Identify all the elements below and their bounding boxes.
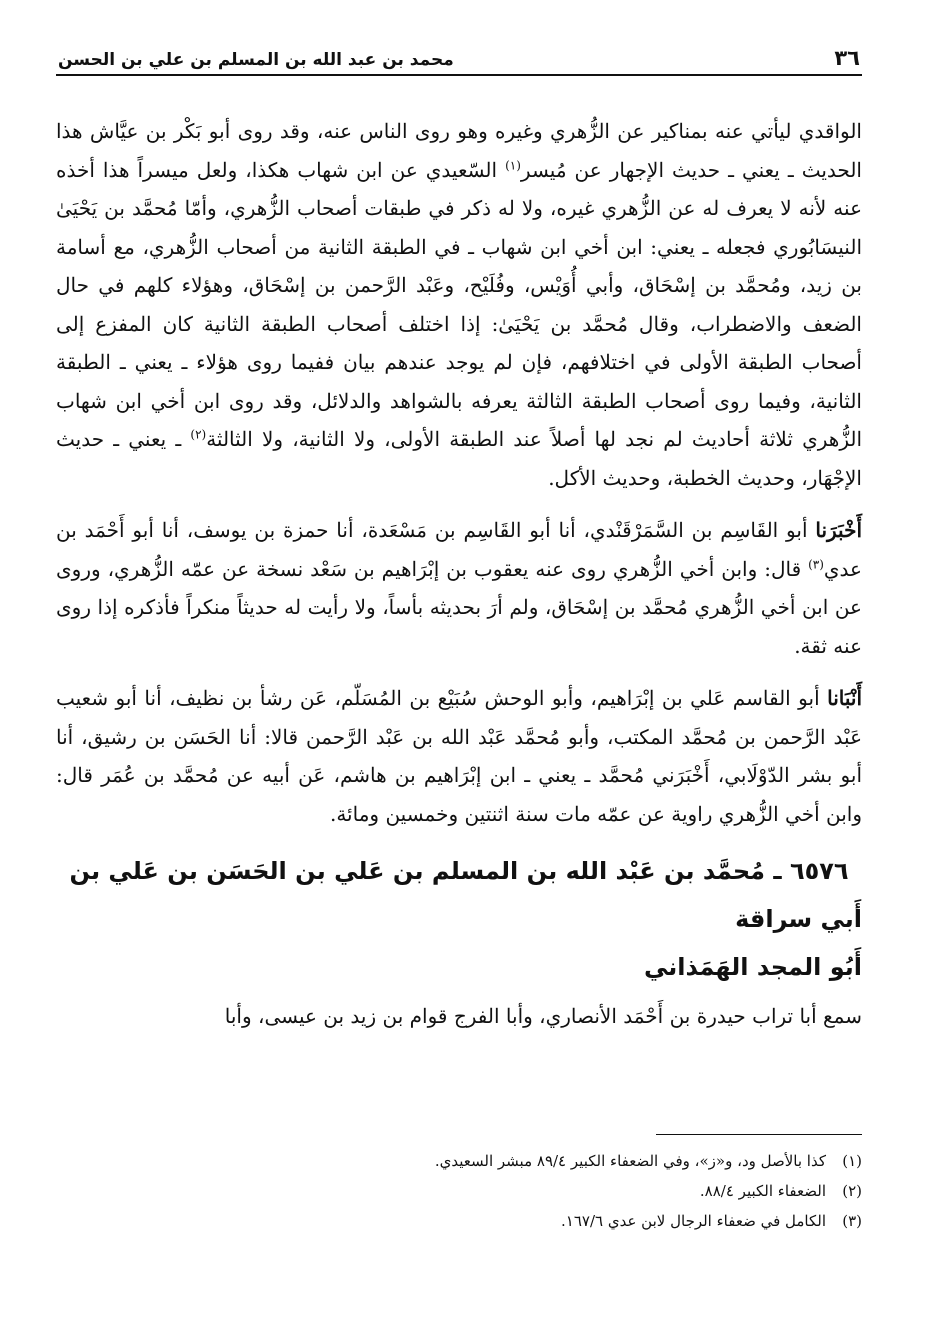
paragraph-1-text-c: ـ يعني ـ حديث الإجْهَار، وحديث الخطبة، وحديث الأكل. [56, 427, 862, 490]
running-head [56, 40, 862, 76]
paragraph-2-text-a: أبو القَاسِم بن السَّمَرْقَنْدي، أنا أبو القَاسِم بن مَسْعَدة، أنا حمزة بن يوسف، أنا أبو أَحْمَد بن عدي [56, 518, 862, 581]
paragraph-4-text: سمع أبا تراب حيدرة بن أَحْمَد الأنصاري، وأبا الفرج قوام بن زيد بن عيسى، وأبا [224, 1004, 862, 1028]
paragraph-1 [56, 112, 862, 497]
main-text [56, 112, 862, 1036]
paragraph-1-text-a: الواقدي ليأتي عنه بمناكير عن الزُّهري وغيره وهو روى الناس عنه، وقد روى أبو بَكْر بن عيَّاش هذا الحديث ـ يعني ـ حديث الإجهار عن مُيسر [56, 119, 862, 182]
footnote-3 [56, 1206, 862, 1236]
footnote-ref-1[interactable]: (١) [505, 157, 521, 172]
footnote-separator [656, 1134, 862, 1135]
entry-heading [56, 847, 862, 991]
footnote-number: (٣) [842, 1212, 862, 1230]
paragraph-4 [56, 997, 862, 1036]
page-number: ٣٦ [834, 46, 860, 70]
footnote-number: (١) [842, 1152, 862, 1170]
paragraph-2-text-b: قال: وابن أخي الزُّهري روى عنه يعقوب بن إبْرَاهيم بن سَعْد نسخة عن عمّه الزُّهري، وروى عن ابن أخي الزُّهري مُحمَّد بن إسْحَاق، ولم أرَ بحديثه بأساً، ولا رأيت له حديثاً منكراً فأذكره إذا روى عنه ثقة. [56, 556, 862, 658]
paragraph-3-text: أبو القاسم عَلي بن إبْرَاهيم، وأبو الوحش سُبَيْع بن المُسَلّم، عَن رشأ بن نظيف، أنا أبو شعيب عَبْد الرَّحمن بن مُحمَّد المكتب، وأبو مُحمَّد عَبْد الله بن عَبْد الرَّحمن قالا: أنا الحَسَن بن رشيق، أنا أبو بشر الدّوْلَابي، أَخْبَرَني مُحمَّد ـ يعني ـ ابن إبْرَاهيم بن هاشم، عَن أبيه عن مُحمَّد بن عُمَر قال: وابن أخي الزُّهري راوية عن عمّه مات سنة اثنتين وخمسين ومائة. [56, 686, 862, 826]
document-page [56, 40, 863, 1230]
footnote-1 [56, 1146, 862, 1176]
footnote-ref-3[interactable]: (٣) [808, 556, 824, 571]
footnote-text: كذا بالأصل ود، و«ز»، وفي الضعفاء الكبير ٨٩/٤ مبشر السعيدي. [434, 1152, 826, 1170]
paragraph-2-lead: أَخْبَرَنا [815, 518, 862, 542]
paragraph-2 [56, 511, 862, 665]
running-head-title: محمد بن عبد الله بن المسلم بن علي بن الحسن [58, 50, 454, 70]
entry-heading-line-1: ٦٥٧٦ ـ مُحمَّد بن عَبْد الله بن المسلم بن عَلي بن الحَسَن بن عَلي بن أَبي سراقة [69, 857, 862, 933]
footnote-ref-2[interactable]: (٢) [190, 427, 207, 442]
footnote-text: الضعفاء الكبير ٨٨/٤. [699, 1182, 826, 1200]
footnote-text: الكامل في ضعفاء الرجال لابن عدي ١٦٧/٦. [561, 1212, 826, 1230]
footnotes [56, 1146, 862, 1236]
footnote-2 [56, 1176, 862, 1206]
footnote-number: (٢) [842, 1182, 862, 1200]
paragraph-3 [56, 679, 862, 833]
paragraph-1-text-b: السّعيدي عن ابن شهاب هكذا، ولعل ميسراً هذا أخذه عنه لأنه لا يعرف له عن الزُّهري غيره، ولا له ذكر في طبقات أصحاب الزُّهري، وأمّا مُحمَّد بن يَحْيَىٰ النيسَابُوري فجعله ـ يعني: ابن أخي ابن شهاب ـ في الطبقة الثانية من أصحاب الزُّهري، مع أسامة بن زيد، ومُحمَّد بن إسْحَاق، وأبي أُوَيْس، وفُلَيْح، وعَبْد الرَّحمن بن إسْحَاق، وهؤلاء كلهم في حال الضعف والاضطراب، وقال مُحمَّد بن يَحْيَىٰ: إذا اختلف أصحاب الطبقة الثانية كان المفزع إلى أصحاب الطبقة الأولى في اختلافهم، فإن لم يوجد عندهم بيان ففيما روى هؤلاء ـ يعني ـ الطبقة الثانية، وفيما روى أصحاب الطبقة الثالثة يعرفه بالشواهد والدلائل، وقد روى ابن أخي ابن شهاب الزُّهري ثلاثة أحاديث لم نجد لها أصلاً عند الطبقة الأولى، ولا الثانية، ولا الثالثة [56, 157, 863, 451]
paragraph-3-lead: أَنْبَانا [827, 686, 863, 710]
entry-heading-line-2: أَبُو المجد الهَمَذاني [643, 953, 862, 981]
